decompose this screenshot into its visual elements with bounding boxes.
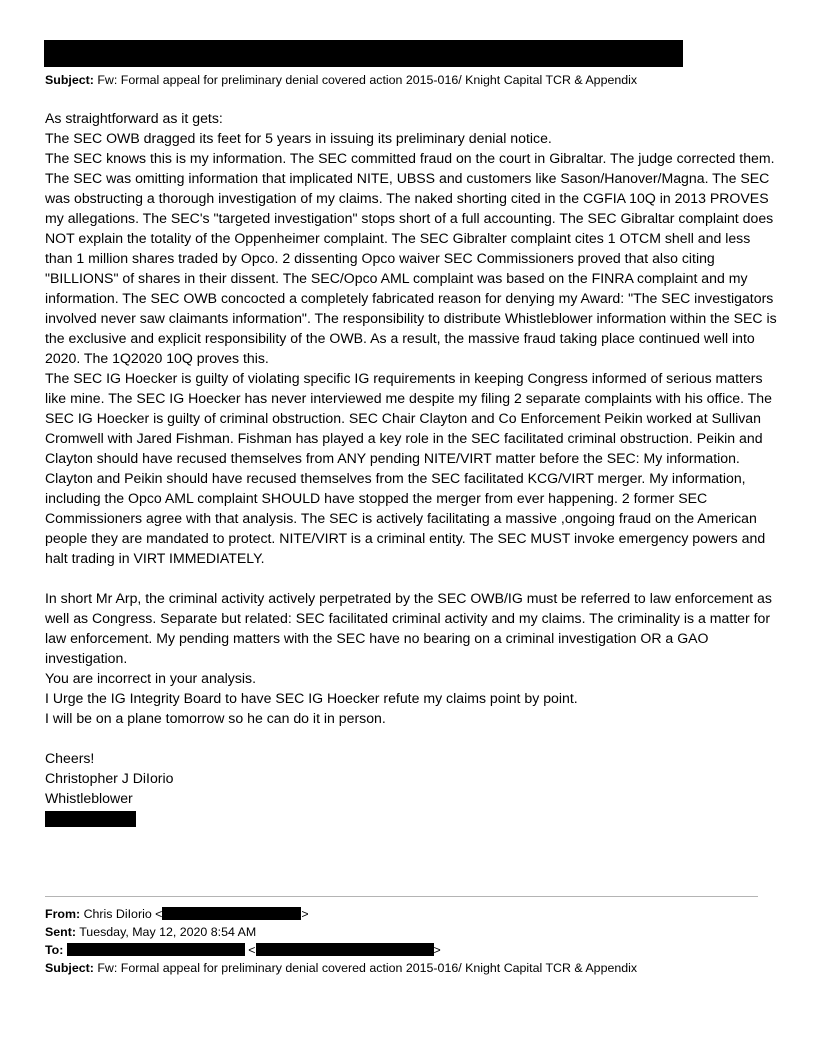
subject-text: Fw: Formal appeal for preliminary denial covered action 2015-016/ Knight Capital TCR & Appendix bbox=[97, 961, 638, 975]
separator-line bbox=[45, 896, 758, 897]
from-end: > bbox=[301, 907, 309, 921]
closing: Cheers! bbox=[45, 750, 95, 766]
from-line bbox=[45, 906, 309, 922]
from-name: Chris DiIorio < bbox=[83, 907, 163, 921]
sent-value: Tuesday, May 12, 2020 8:54 AM bbox=[79, 925, 257, 939]
sent-line bbox=[45, 924, 256, 940]
subject-label: Subject: bbox=[45, 961, 94, 975]
subject-label: Subject: bbox=[45, 73, 94, 87]
redaction-bar bbox=[162, 907, 301, 920]
signature-title: Whistleblower bbox=[45, 790, 133, 806]
body-paragraph: In short Mr Arp, the criminal activity actively perpetrated by the SEC OWB/IG must be referred to law enforcement as well as Congress. Separate but related: SEC facilitated criminal activity and my claims. The criminality is a matter for law enforcement. My pending matters with the SEC have no bearing on a criminal investigation OR a GAO investigation. bbox=[45, 590, 772, 666]
sent-label: Sent: bbox=[45, 925, 76, 939]
subject-line bbox=[45, 960, 637, 976]
body-paragraph: I Urge the IG Integrity Board to have SEC IG Hoecker refute my claims point by point. bbox=[45, 690, 578, 706]
to-mid: < bbox=[248, 943, 256, 957]
redaction-bar bbox=[44, 40, 683, 67]
redaction-bar bbox=[67, 943, 245, 956]
redaction-bar bbox=[256, 943, 434, 956]
to-line bbox=[45, 942, 441, 958]
blank-line bbox=[45, 728, 780, 748]
email-body bbox=[45, 108, 780, 808]
from-label: From: bbox=[45, 907, 81, 921]
to-label: To: bbox=[45, 943, 64, 957]
redaction-bar bbox=[45, 811, 136, 827]
body-paragraph: As straightforward as it gets: bbox=[45, 110, 223, 126]
signature-name: Christopher J DiIorio bbox=[45, 770, 174, 786]
subject-text: Fw: Formal appeal for preliminary denial covered action 2015-016/ Knight Capital TCR & Appendix bbox=[97, 73, 638, 87]
body-paragraph: The SEC OWB dragged its feet for 5 years in issuing its preliminary denial notice. bbox=[45, 130, 552, 146]
body-paragraph: You are incorrect in your analysis. bbox=[45, 670, 256, 686]
body-paragraph: The SEC IG Hoecker is guilty of violating specific IG requirements in keeping Congress informed of serious matters like mine. The SEC IG Hoecker has never interviewed me despite my filing 2 separate complaints with his office. The SEC IG Hoecker is guilty of criminal obstruction. SEC Chair Clayton and Co Enforcement Peikin worked at Sullivan Cromwell with Jared Fishman. Fishman has played a key role in the SEC facilitated criminal obstruction. Peikin and Clayton should have recused themselves from ANY pending NITE/VIRT matter before the SEC: My information. Clayton and Peikin should have recused themselves from the SEC facilitated KCG/VIRT merger. My information, including the Opco AML complaint SHOULD have stopped the merger from ever happening. 2 former SEC Commissioners agree with that analysis. The SEC is actively facilitating a massive ,ongoing fraud on the American people they are mandated to protect. NITE/VIRT is a criminal entity. The SEC MUST invoke emergency powers and halt trading in VIRT IMMEDIATELY. bbox=[45, 370, 772, 566]
subject-line bbox=[45, 72, 637, 88]
body-paragraph: The SEC knows this is my information. The SEC committed fraud on the court in Gibraltar. The judge corrected them. The SEC was omitting information that implicated NITE, UBSS and customers like Sason/Hanover/Magna. The SEC was obstructing a thorough investigation of my claims. The naked shorting cited in the CGFIA 10Q in 2013 PROVES my allegations. The SEC's "targeted investigation" stops short of a full accounting. The SEC Gibraltar complaint does NOT explain the totality of the Oppenheimer complaint. The SEC Gibralter complaint cites 1 OTCM shell and less than 1 million shares traded by Opco. 2 dissenting Opco waiver SEC Commissioners proved that also citing "BILLIONS" of shares in their dissent. The SEC/Opco AML complaint was based on the FINRA complaint and my information. The SEC OWB concocted a completely fabricated reason for denying my Award: "The SEC investigators involved never saw claimants information". The responsibility to distribute Whistleblower information within the SEC is the exclusive and explicit responsibility of the OWB. As a result, the massive fraud taking place continued well into 2020. The 1Q2020 10Q proves this. bbox=[45, 150, 777, 366]
blank-line bbox=[45, 568, 780, 588]
body-paragraph: I will be on a plane tomorrow so he can do it in person. bbox=[45, 710, 386, 726]
to-end: > bbox=[433, 943, 441, 957]
